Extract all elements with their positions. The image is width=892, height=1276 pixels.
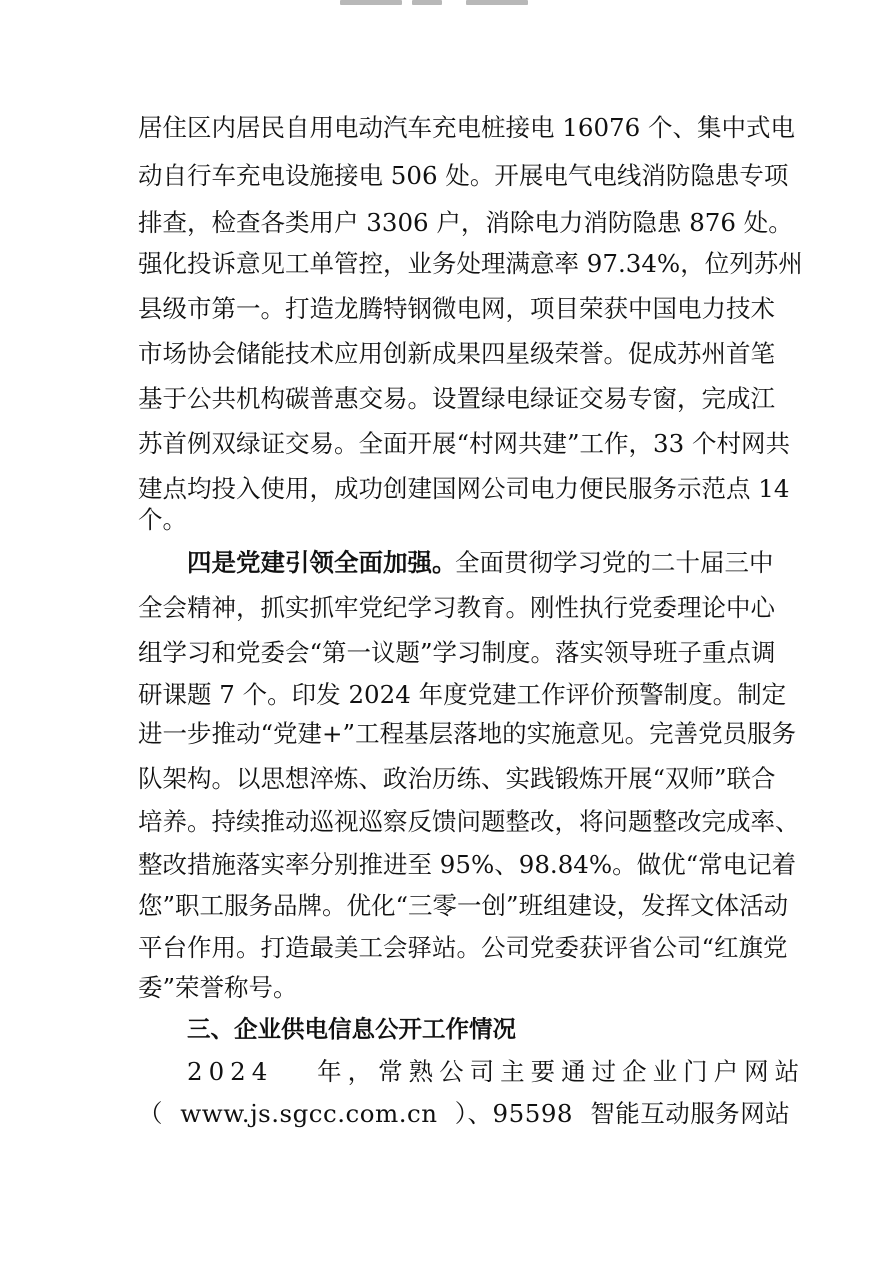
paragraph-1-line-2: [0, 156, 892, 196]
paragraph-2-line-3: [0, 633, 892, 673]
section-heading: 三、企业供电信息公开工作情况: [187, 1015, 516, 1043]
paragraph-1-line-10: [0, 500, 892, 540]
section-3-heading-line: [0, 1009, 892, 1049]
paragraph-2-line-8: [0, 845, 892, 885]
text-line: 县级市第一。打造龙腾特钢微电网，项目荣获中国电力技术: [138, 294, 775, 323]
text-line: 基于公共机构碳普惠交易。设置绿电绿证交易专窗，完成江: [138, 384, 775, 413]
paragraph-1-line-8: [0, 424, 892, 464]
section-3-line-2: [0, 1094, 892, 1134]
paragraph-2-line-6: [0, 759, 892, 799]
text-line: 平台作用。打造最美工会驿站。公司党委获评省公司“红旗党: [138, 933, 788, 962]
text-line: 组学习和党委会“第一议题”学习制度。落实领导班子重点调: [138, 638, 776, 667]
text-line: 进一步推动“党建+”工程基层落地的实施意见。完善党员服务: [138, 719, 797, 748]
paragraph-2-line-11: [0, 968, 892, 1008]
text-line: 排查，检查各类用户 3306 户，消除电力消防隐患 876 处。: [138, 208, 793, 237]
paragraph-2-line-5: [0, 714, 892, 754]
text-line: 研课题 7 个。印发 2024 年度党建工作评价预警制度。制定: [138, 680, 787, 709]
paragraph-2-line-1: [0, 543, 892, 583]
paragraph-1-line-1: [0, 108, 892, 148]
paragraph-1-line-4: [0, 244, 892, 284]
paragraph-1-line-7: [0, 379, 892, 419]
text-line: 整改措施落实率分别推进至 95%、98.84%。做优“常电记着: [138, 850, 797, 879]
text-line: 建点均投入使用，成功创建国网公司电力便民服务示范点 14: [138, 474, 790, 503]
text-line: 队架构。以思想淬炼、政治历练、实践锻炼开展“双师”联合: [138, 764, 776, 793]
paragraph-1-line-6: [0, 334, 892, 374]
paragraph-1-line-3: [0, 203, 892, 243]
text-line: 培养。持续推动巡视巡察反馈问题整改，将问题整改完成率、: [138, 807, 800, 836]
text-line: 居住区内居民自用电动汽车充电桩接电 16076 个、集中式电: [138, 113, 796, 142]
scan-header-artifact: [330, 0, 540, 6]
text-line: 全面贯彻学习党的二十届三中: [455, 548, 774, 577]
text-line: 全会精神，抓实抓牢党纪学习教育。刚性执行党委理论中心: [138, 593, 775, 622]
paragraph-lead-bold: 四是党建引领全面加强。: [187, 548, 457, 577]
paragraph-2-line-4: [0, 675, 892, 715]
text-line: 2024 年，常熟公司主要通过企业门户网站: [187, 1057, 806, 1086]
text-line: （ www.js.sgcc.com.cn ）、95598 智能互动服务网站: [138, 1099, 791, 1128]
paragraph-2-line-7: [0, 802, 892, 842]
text-line: 委”荣誉称号。: [138, 973, 298, 1002]
paragraph-2-line-10: [0, 928, 892, 968]
paragraph-2-line-9: [0, 886, 892, 926]
text-line: 个。: [138, 505, 187, 534]
text-line: 市场协会储能技术应用创新成果四星级荣誉。促成苏州首笔: [138, 339, 775, 368]
section-3-line-1: [0, 1052, 892, 1092]
paragraph-2-line-2: [0, 588, 892, 628]
paragraph-1-line-5: [0, 289, 892, 329]
text-line: 动自行车充电设施接电 506 处。开展电气电线消防隐患专项: [138, 161, 789, 190]
text-line: 您”职工服务品牌。优化“三零一创”班组建设，发挥文体活动: [138, 891, 789, 920]
text-line: 强化投诉意见工单管控，业务处理满意率 97.34%，位列苏州: [138, 249, 803, 278]
text-line: 苏首例双绿证交易。全面开展“村网共建”工作，33 个村网共: [138, 429, 791, 458]
